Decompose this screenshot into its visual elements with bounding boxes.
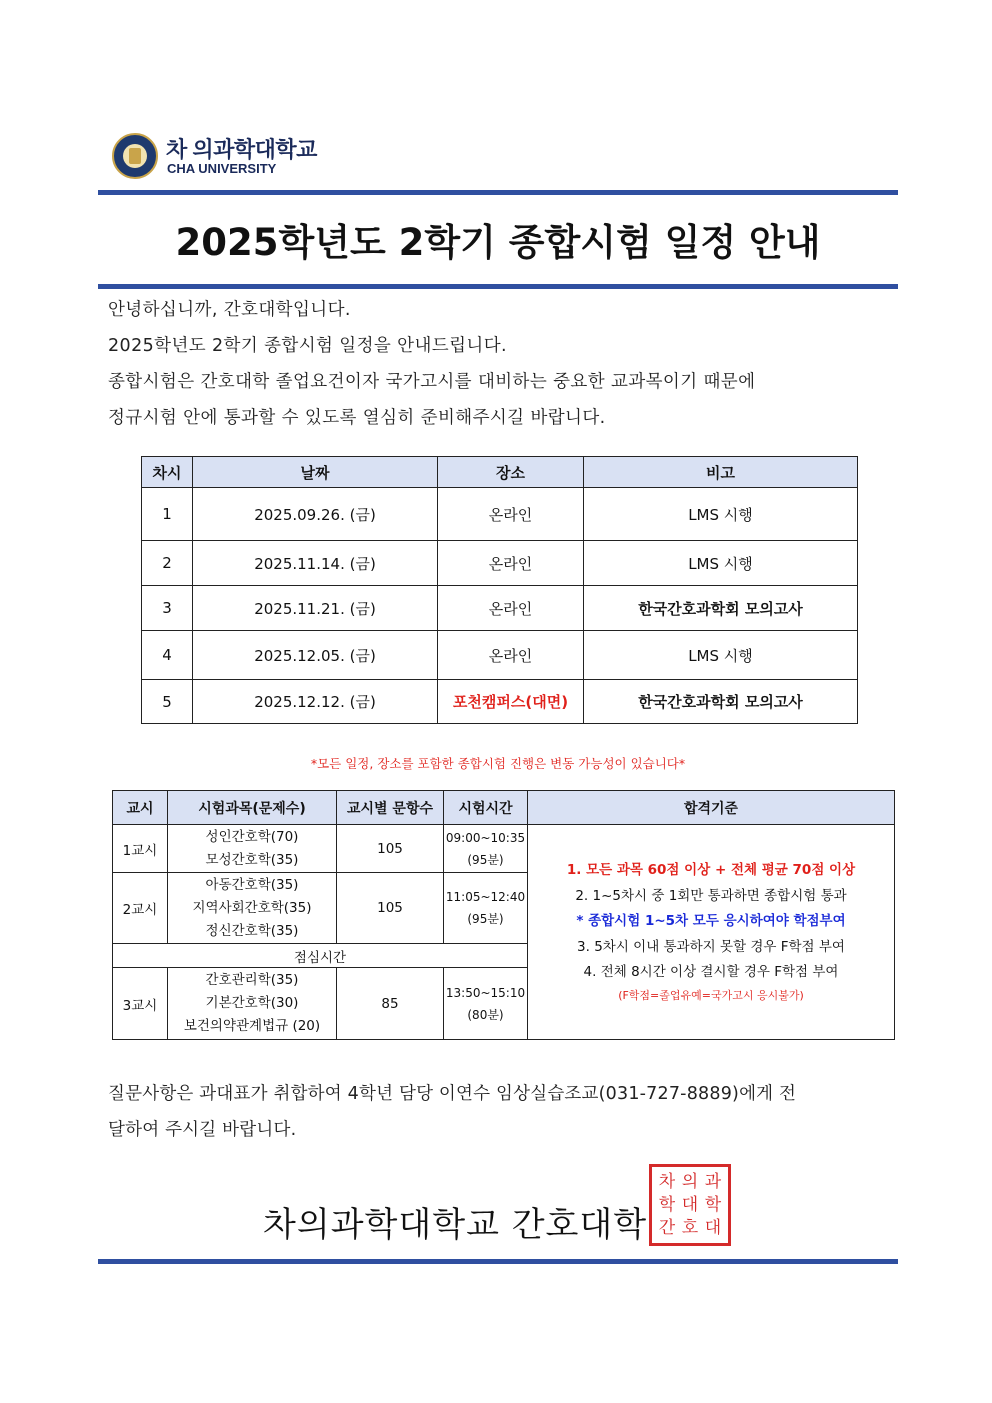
session-date: 2025.11.21. (금) [193,586,438,631]
column-header: 교시 [113,791,168,825]
column-header: 시험시간 [444,791,528,825]
time-range: 09:00~10:35 [445,830,526,845]
subject: 보건의약관계법규 (20) [183,1018,321,1034]
session-date: 2025.12.05. (금) [193,631,438,680]
session-place: 포천캠퍼스(대면) [438,680,584,724]
intro-line: 정규시험 안에 통과할 수 있도록 열심히 준비해주시길 바랍니다. [108,408,606,428]
intro-line: 안녕하십니까, 간호대학입니다. [108,300,351,320]
university-logo [112,133,362,181]
period-time [444,968,528,1040]
table-row [142,586,858,631]
subject: 기본간호학(30) [205,995,299,1011]
subject: 성인간호학(70) [205,828,299,845]
period-time [444,825,528,873]
column-header: 비고 [584,457,858,488]
title-divider [98,284,898,289]
column-header: 시험과목(문제수) [168,791,337,825]
top-divider [98,190,898,195]
intro-line: 종합시험은 간호대학 졸업요건이자 국가고시를 대비하는 중요한 교과목이기 때문에 [108,372,756,392]
table-row [142,680,858,724]
session-place: 온라인 [438,488,584,541]
contact-line: 달하여 주시길 바랍니다. [108,1120,297,1140]
period-label: 3교시 [113,968,168,1040]
column-header: 차시 [142,457,193,488]
period-subjects [168,873,337,944]
subject: 정신간호학(35) [205,922,299,939]
schedule-notice: *모든 일정, 장소를 포함한 종합시험 진행은 변동 가능성이 있습니다* [310,756,686,771]
period-count: 105 [337,825,444,873]
criteria-line: * 종합시험 1~5차 모두 응시하여야 학점부여 [576,913,846,930]
session-note: 한국간호과학회 모의고사 [584,586,858,631]
criteria-footnote: (F학점=졸업유예=국가고시 응시불가) [618,988,804,1002]
time-duration: (80분) [467,1007,504,1022]
time-duration: (95분) [467,852,504,867]
time-range: 11:05~12:40 [445,890,526,904]
page-title: 2025학년도 2학기 종합시험 일정 안내 [175,221,821,264]
exam-table [112,790,895,1040]
period-subjects [168,968,337,1040]
session-date: 2025.11.14. (금) [193,541,438,586]
period-time [444,873,528,944]
time-duration: (95분) [467,912,504,926]
lunch-break: 점심시간 [113,944,528,968]
table-header-row [142,457,858,488]
session-note: LMS 시행 [584,541,858,586]
pass-criteria [528,825,895,1040]
session-place: 온라인 [438,541,584,586]
intro-line: 2025학년도 2학기 종합시험 일정을 안내드립니다. [108,336,507,356]
criteria-line: 4. 전체 8시간 이상 결시할 경우 F학점 부여 [583,964,839,981]
university-name-en: CHA UNIVERSITY [167,161,277,176]
schedule-table [141,456,858,724]
session-place: 온라인 [438,631,584,680]
column-header: 장소 [438,457,584,488]
university-name-kr: 차 의과학대학교 [166,137,317,162]
column-header: 날짜 [193,457,438,488]
column-header: 합격기준 [528,791,895,825]
time-range: 13:50~15:10 [445,985,526,1000]
bottom-divider [98,1259,898,1264]
period-count: 105 [337,873,444,944]
table-header-row [113,791,895,825]
session-number: 5 [142,680,193,724]
official-stamp-icon: 차 의 과 학 대 학 간 호 대 [649,1164,731,1246]
period-count: 85 [337,968,444,1040]
session-number: 3 [142,586,193,631]
session-number: 4 [142,631,193,680]
column-header: 교시별 문항수 [337,791,444,825]
session-date: 2025.09.26. (금) [193,488,438,541]
criteria-line: 1. 모든 과목 60점 이상 + 전체 평균 70점 이상 [566,862,856,879]
table-row [142,631,858,680]
session-number: 1 [142,488,193,541]
period-subjects [168,825,337,873]
period-label: 2교시 [113,873,168,944]
table-row [113,825,895,873]
session-note: LMS 시행 [584,631,858,680]
period-label: 1교시 [113,825,168,873]
session-note: 한국간호과학회 모의고사 [584,680,858,724]
subject: 아동간호학(35) [205,876,299,893]
contact-line: 질문사항은 과대표가 취합하여 4학년 담당 이연수 임상실습조교(031-727-8889)에게 전 [108,1084,797,1104]
session-note: LMS 시행 [584,488,858,541]
subject: 지역사회간호학(35) [192,899,312,916]
criteria-line: 3. 5차시 이내 통과하지 못할 경우 F학점 부여 [577,938,845,955]
university-seal-icon [112,133,158,179]
session-place: 온라인 [438,586,584,631]
subject: 간호관리학(35) [205,972,299,988]
table-row [142,541,858,586]
session-number: 2 [142,541,193,586]
signature: 차의과학대학교 간호대학 [263,1205,648,1245]
subject: 모성간호학(35) [205,851,299,868]
session-date: 2025.12.12. (금) [193,680,438,724]
table-row [142,488,858,541]
criteria-line: 2. 1~5차시 중 1회만 통과하면 종합시험 통과 [575,887,847,904]
